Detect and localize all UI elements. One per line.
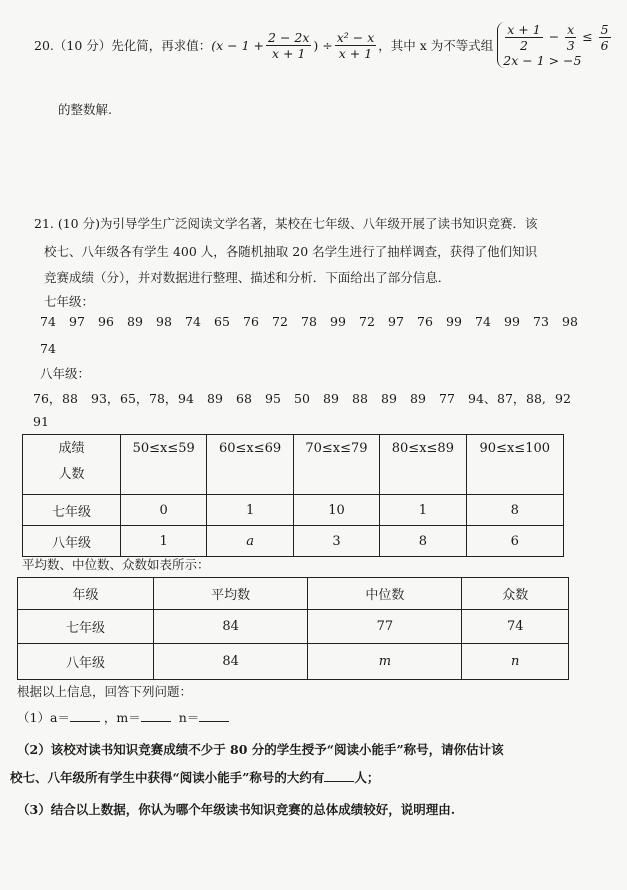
cell: 77 xyxy=(308,610,462,644)
cell: 10 xyxy=(293,495,379,526)
cell: 七年级 xyxy=(18,610,154,644)
score: 72 xyxy=(272,314,288,329)
ineq-2: 2x − 1 > −5 xyxy=(503,53,582,68)
score: 94 xyxy=(178,391,194,406)
cell: 6 xyxy=(466,526,563,557)
p1-m: ，m＝ xyxy=(103,710,141,725)
score: 89 xyxy=(207,391,223,406)
p1-a: （1）a＝ xyxy=(17,710,70,725)
corner-top: 成绩 xyxy=(58,441,85,456)
fraction-1 xyxy=(266,30,311,61)
score: 89 xyxy=(127,314,143,329)
cell: a xyxy=(207,526,293,557)
score: 76， xyxy=(33,391,62,406)
score: 97 xyxy=(69,314,85,329)
score: 89 xyxy=(323,391,339,406)
score: 93， xyxy=(91,391,120,406)
ineq-c-num: 5 xyxy=(600,22,609,37)
score: 87， xyxy=(497,391,526,406)
score: 72 xyxy=(359,314,375,329)
p1-n: n＝ xyxy=(178,710,200,725)
score: 98 xyxy=(156,314,172,329)
cell: 1 xyxy=(207,495,293,526)
stats-table xyxy=(17,577,569,680)
score: 65 xyxy=(214,314,230,329)
score: 74 xyxy=(475,314,491,329)
range-header: 90≤x≤100 xyxy=(466,435,563,495)
grade8-scores xyxy=(33,389,584,407)
cell: 1 xyxy=(380,495,466,526)
ineq-b-den: 3 xyxy=(566,38,575,53)
frequency-table xyxy=(22,434,564,557)
answer-blank-m[interactable] xyxy=(141,721,171,722)
frac1-den: x + 1 xyxy=(271,45,306,61)
cell: 74 xyxy=(462,610,569,644)
stats-caption: 平均数、中位数、众数如表所示： xyxy=(22,557,210,572)
q21-intro-1: 21. (10 分)为引导学生广泛阅读文学名著，某校在七年级、八年级开展了读书知识竞赛．该 xyxy=(34,216,538,231)
part-3: （3）结合以上数据，你认为哪个年级读书知识竞赛的总体成绩较好，说明理由. xyxy=(17,802,456,817)
score: 76 xyxy=(417,314,433,329)
stats-header: 年级 xyxy=(18,578,154,610)
table-row xyxy=(18,610,569,644)
grade8-last: 91 xyxy=(33,414,49,429)
cell: 8 xyxy=(380,526,466,557)
stats-header: 平均数 xyxy=(154,578,308,610)
cell: 0 xyxy=(121,495,207,526)
cell: 84 xyxy=(154,644,308,680)
table-row xyxy=(18,644,569,680)
frac1-num: 2 − 2x xyxy=(268,29,310,45)
score: 88 xyxy=(352,391,368,406)
score: 95 xyxy=(265,391,281,406)
score: 98 xyxy=(562,314,578,329)
row-label: 七年级 xyxy=(23,495,121,526)
part-2-line-2 xyxy=(10,768,379,786)
row-label: 八年级 xyxy=(23,526,121,557)
frac2-num: x² − x xyxy=(336,29,375,45)
range-header: 80≤x≤89 xyxy=(380,435,466,495)
p2-text: 校七、八年级所有学生中获得“阅读小能手”称号的大约有 xyxy=(10,770,325,785)
score: 78， xyxy=(149,391,178,406)
ineq-b-num: x xyxy=(567,22,575,37)
table-row xyxy=(23,526,564,557)
ineq-a-den: 2 xyxy=(520,38,528,53)
expr-div: ) ÷ xyxy=(313,37,333,53)
score: 88 xyxy=(62,391,78,406)
cell: 3 xyxy=(293,526,379,557)
q21-intro-3: 竞赛成绩（分），并对数据进行整理、描述和分析．下面给出了部分信息． xyxy=(44,270,451,285)
prompt: 根据以上信息，回答下列问题： xyxy=(17,684,193,699)
score: 99 xyxy=(504,314,520,329)
inequality-system xyxy=(497,22,612,68)
score: 68 xyxy=(236,391,252,406)
q20-mid: ，其中 x 为不等式组 xyxy=(378,38,494,53)
stats-header: 众数 xyxy=(462,578,569,610)
score: 99 xyxy=(446,314,462,329)
score: 78 xyxy=(301,314,317,329)
score: 92 xyxy=(555,391,571,406)
score: 99 xyxy=(330,314,346,329)
score: 97 xyxy=(388,314,404,329)
score: 65， xyxy=(120,391,149,406)
grade7-last: 74 xyxy=(40,341,56,356)
answer-blank-count[interactable] xyxy=(324,781,354,782)
score: 96 xyxy=(98,314,114,329)
score: 50 xyxy=(294,391,310,406)
table-row xyxy=(23,495,564,526)
cell: 8 xyxy=(466,495,563,526)
grade7-scores xyxy=(40,314,591,329)
score: 88, xyxy=(526,391,546,406)
score: 89 xyxy=(410,391,426,406)
answer-blank-a[interactable] xyxy=(70,721,100,722)
cell: 八年级 xyxy=(18,644,154,680)
q20-prefix: 20.（10 分）先化简，再求值： xyxy=(34,38,212,53)
answer-blank-n[interactable] xyxy=(199,721,229,722)
cell: 1 xyxy=(121,526,207,557)
score: 94、 xyxy=(468,391,497,406)
range-header: 70≤x≤79 xyxy=(293,435,379,495)
p2-end: 人； xyxy=(354,770,380,785)
score: 77 xyxy=(439,391,455,406)
q20-line xyxy=(34,22,613,68)
ineq-le: ≤ xyxy=(582,29,593,44)
cell: m xyxy=(308,644,462,680)
score: 89 xyxy=(381,391,397,406)
q21-intro-2: 校七、八年级各有学生 400 人，各随机抽取 20 名学生进行了抽样调查，获得了他们知识 xyxy=(44,244,538,259)
score: 74 xyxy=(185,314,201,329)
ineq-c-den: 6 xyxy=(600,38,609,53)
expr-open: (x − 1 + xyxy=(211,37,265,53)
cell: 84 xyxy=(154,610,308,644)
cell: n xyxy=(462,644,569,680)
frac2-den: x + 1 xyxy=(338,45,373,61)
corner-bottom: 人数 xyxy=(58,467,85,482)
ineq-minus: − xyxy=(548,29,560,44)
score: 74 xyxy=(40,314,56,329)
grade8-label: 八年级： xyxy=(40,366,91,381)
stats-header: 中位数 xyxy=(308,578,462,610)
score: 76 xyxy=(243,314,259,329)
part-2-line-1: （2）该校对读书知识竞赛成绩不少于 80 分的学生授予“阅读小能手”称号，请你估计该 xyxy=(17,742,504,757)
q20-suffix: 的整数解. xyxy=(58,102,112,117)
part-1 xyxy=(17,708,229,726)
score: 73 xyxy=(533,314,549,329)
fraction-2 xyxy=(335,30,377,61)
grade7-label: 七年级： xyxy=(44,294,95,309)
ineq-a-num: x + 1 xyxy=(507,22,541,37)
range-header: 50≤x≤59 xyxy=(121,435,207,495)
range-header: 60≤x≤69 xyxy=(207,435,293,495)
